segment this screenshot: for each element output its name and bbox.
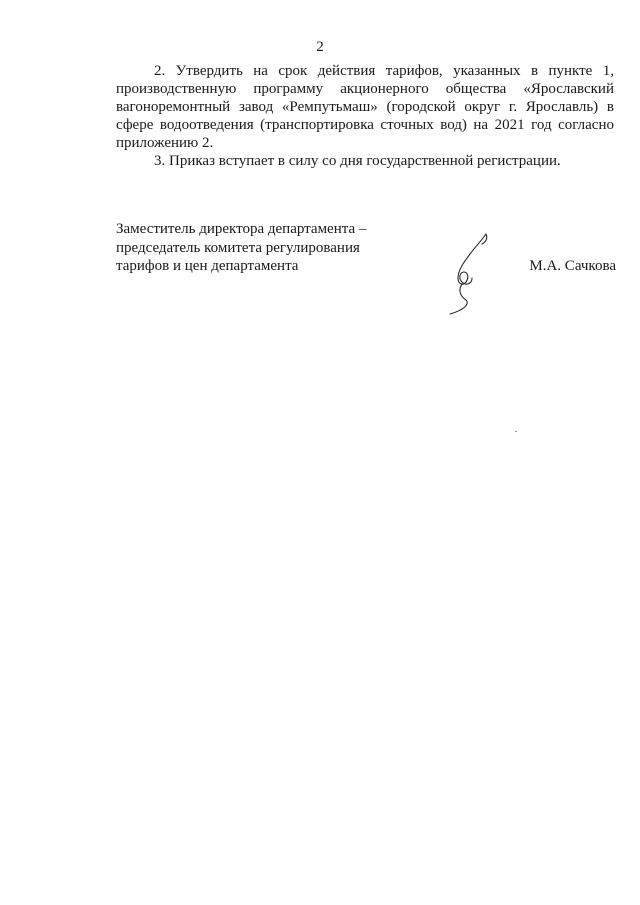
signer-title-line-1: Заместитель директора департамента –: [116, 221, 367, 237]
signer-title: [116, 220, 416, 276]
paragraph-3: 3. Приказ вступает в силу со дня государственной регистрации.: [154, 153, 561, 169]
signer-title-line-2: председатель комитета регулирования: [116, 239, 360, 256]
signature-block: [116, 220, 616, 320]
page-number: 2: [316, 39, 324, 55]
signer-title-line-3: тарифов и цен департамента: [116, 258, 299, 274]
handwritten-signature: [446, 232, 496, 316]
signer-name: М.А. Сачкова: [529, 258, 616, 274]
paragraph-2: 2. Утвердить на срок действия тарифов, указанных в пункте 1, производственную программу акционерного общества «Ярославский вагоноремонтный завод «Ремпутьмаш» (городской округ г. Ярославль) в сфере водоотведения (транспортировка сточных вод) на 2021 год согласно приложению 2.: [116, 63, 614, 151]
document-body: [116, 62, 614, 170]
scan-speck: [515, 431, 517, 432]
